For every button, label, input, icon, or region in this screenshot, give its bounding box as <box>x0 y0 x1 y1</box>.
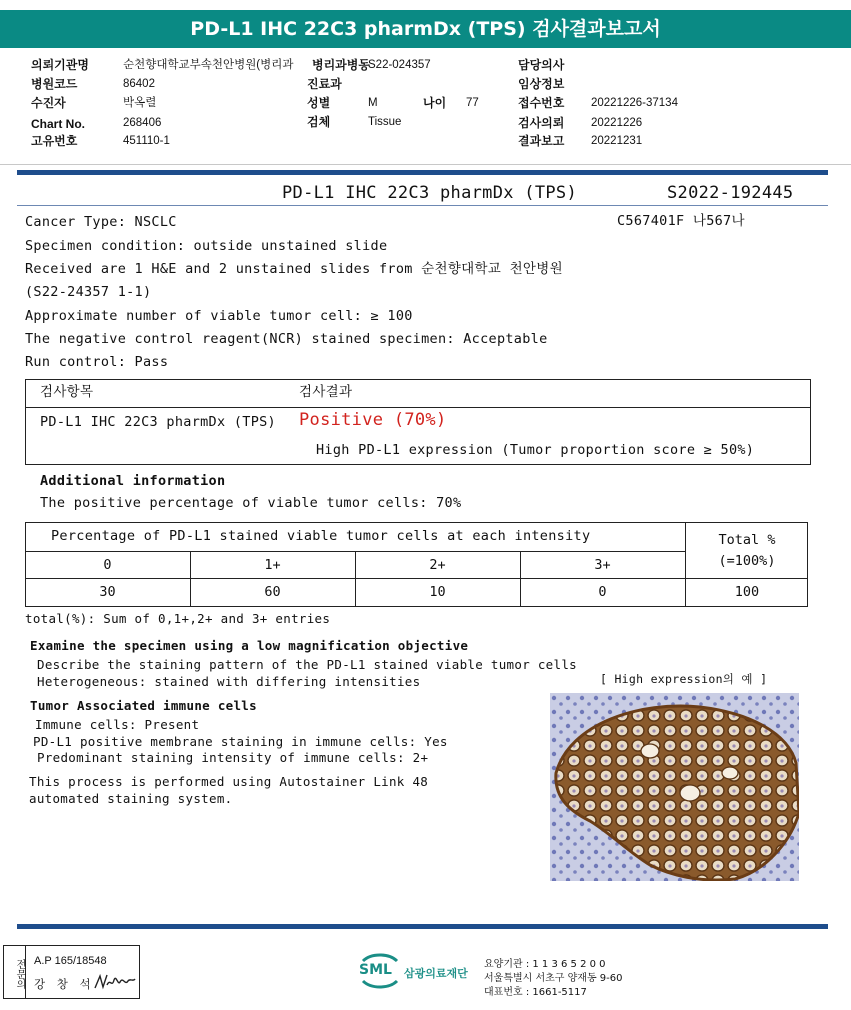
value-unique-no: 451110-1 <box>123 135 170 147</box>
intensity-col-3: 3+ <box>594 557 611 573</box>
process-line-2: automated staining system. <box>29 791 233 806</box>
immune-title: Tumor Associated immune cells <box>30 698 257 713</box>
intensity-val-0: 30 <box>99 584 116 600</box>
label-age: 나이 <box>423 96 447 110</box>
examine-line-2: Heterogeneous: stained with differing intensities <box>37 674 421 689</box>
test-name: PD-L1 IHC 22C3 pharmDx (TPS) <box>282 183 577 203</box>
received-slides: Received are 1 H&E and 2 unstained slides from 순천향대학교 천안병원 <box>25 261 563 277</box>
label-chart-no: Chart No. <box>31 117 85 131</box>
stamp-name: 강 창 석 <box>34 977 95 991</box>
process-line-1: This process is performed using Autostainer Link 48 <box>29 774 429 789</box>
value-age: 77 <box>466 97 479 109</box>
logo-text: SML <box>359 962 392 978</box>
value-institution: 순천향대학교부속천안병원(병리과 <box>123 59 294 71</box>
org-name: 삼광의료재단 <box>404 967 468 980</box>
value-chart-no: 268406 <box>123 117 162 129</box>
signature <box>92 970 138 994</box>
immune-line-3: Predominant staining intensity of immune cells: 2+ <box>37 750 429 765</box>
value-request-date: 20221226 <box>591 117 643 129</box>
intensity-col-2: 2+ <box>429 557 446 573</box>
examine-title: Examine the specimen using a low magnification objective <box>30 638 469 653</box>
report-code: C567401F 나567나 <box>617 213 745 229</box>
header-divider <box>0 164 851 165</box>
pathologist-stamp <box>3 945 140 999</box>
label-sex: 성별 <box>307 96 331 110</box>
label-patient: 수진자 <box>31 96 66 110</box>
table-note: total(%): Sum of 0,1+,2+ and 3+ entries <box>25 611 331 626</box>
label-unique-no: 고유번호 <box>31 134 78 148</box>
label-receipt-no: 접수번호 <box>518 96 565 110</box>
intensity-total: 100 <box>734 584 760 600</box>
additional-text: The positive percentage of viable tumor cells: 70% <box>40 495 462 511</box>
label-department: 진료과 <box>307 77 342 91</box>
examine-line-1: Describe the staining pattern of the PD-L1 stained viable tumor cells <box>37 657 577 672</box>
result-positive: Positive (70%) <box>299 410 447 430</box>
footer-address: 서울특별시 서초구 양재동 9-60 <box>484 973 623 984</box>
top-rule <box>17 170 828 175</box>
additional-title: Additional information <box>40 473 226 489</box>
value-patient: 박옥렬 <box>123 97 157 109</box>
label-clinical-info: 임상정보 <box>518 77 565 91</box>
stamp-vertical-label: 전문의 <box>4 946 26 998</box>
label-specimen: 검체 <box>307 115 331 129</box>
label-hospital-code: 병원코드 <box>31 77 78 91</box>
label-institution: 의뢰기관명 <box>31 58 89 72</box>
label-doctor: 담당의사 <box>518 58 565 72</box>
result-box-divider <box>26 407 810 408</box>
value-specimen: Tissue <box>368 116 402 128</box>
run-control: Run control: Pass <box>25 354 169 370</box>
intensity-col-1: 1+ <box>264 557 281 573</box>
value-ward: S22-024357 <box>368 59 431 71</box>
immune-line-2: PD-L1 positive membrane staining in immune cells: Yes <box>33 734 448 749</box>
report-title: PD-L1 IHC 22C3 pharmDx (TPS) 검사결과보고서 <box>0 10 851 48</box>
image-caption: [ High expression의 예 ] <box>600 672 768 686</box>
value-report-date: 20221231 <box>591 135 643 147</box>
ncr-result: The negative control reagent(NCR) stained specimen: Acceptable <box>25 331 548 347</box>
footer-phone: 대표번호 : 1661-5117 <box>484 987 587 998</box>
result-item: PD-L1 IHC 22C3 pharmDx (TPS) <box>40 414 276 430</box>
stamp-license: A.P 165/18548 <box>34 955 107 967</box>
title-underline <box>17 205 828 206</box>
specimen-condition: Specimen condition: outside unstained slide <box>25 238 388 254</box>
viable-tumor-count: Approximate number of viable tumor cell: ≥ 100 <box>25 308 413 324</box>
intensity-val-3: 0 <box>598 584 607 600</box>
histology-image <box>550 693 799 881</box>
total-header: Total % <box>718 532 776 548</box>
label-ward: 병리과병동 <box>312 58 370 72</box>
immune-line-1: Immune cells: Present <box>35 717 200 732</box>
result-expression: High PD-L1 expression (Tumor proportion score ≥ 50%) <box>316 442 755 458</box>
result-value-header: 검사결과 <box>299 384 353 400</box>
received-ref: (S22-24357 1-1) <box>25 284 152 300</box>
value-hospital-code: 86402 <box>123 78 155 90</box>
result-item-header: 검사항목 <box>40 384 94 400</box>
footer-code: 요양기관 : 1 1 3 6 5 2 0 0 <box>484 959 606 970</box>
report-id: S2022-192445 <box>667 183 794 203</box>
bottom-rule <box>17 924 828 929</box>
total-header-sub: (=100%) <box>718 553 776 569</box>
label-request-date: 검사의뢰 <box>518 116 565 130</box>
intensity-val-2: 10 <box>429 584 446 600</box>
label-report-date: 결과보고 <box>518 134 565 148</box>
intensity-val-1: 60 <box>264 584 281 600</box>
value-receipt-no: 20221226-37134 <box>591 97 678 109</box>
value-sex: M <box>368 97 378 109</box>
table-line <box>25 578 808 579</box>
intensity-table-header: Percentage of PD-L1 stained viable tumor cells at each intensity <box>51 528 591 544</box>
intensity-col-0: 0 <box>103 557 112 573</box>
cancer-type: Cancer Type: NSCLC <box>25 214 177 230</box>
